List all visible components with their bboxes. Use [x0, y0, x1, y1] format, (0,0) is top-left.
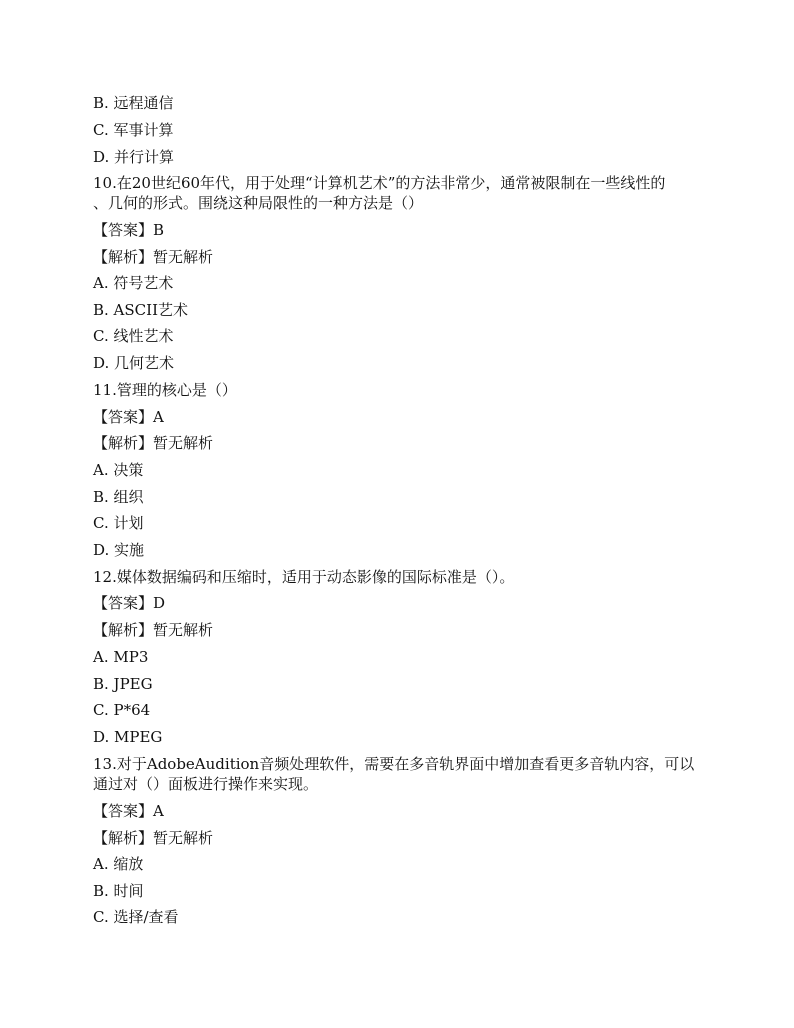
option-d: D. 实施	[93, 541, 145, 559]
question-12: 12.媒体数据编码和压缩时，适用于动态影像的国际标准是（）。	[93, 568, 515, 586]
explanation-label: 【解析】暂无解析	[93, 621, 214, 639]
question-13-line-2: 通过对（）面板进行操作来实现。	[93, 775, 319, 793]
explanation-label: 【解析】暂无解析	[93, 248, 214, 266]
question-10-line-2: 、几何的形式。围绕这种局限性的一种方法是（）	[93, 194, 424, 212]
option-a: A. 缩放	[93, 855, 144, 873]
question-10-line-1: 10.在20世纪60年代，用于处理“计算机艺术”的方法非常少，通常被限制在一些线性的	[93, 174, 666, 192]
option-a: A. MP3	[93, 648, 149, 666]
option-b: B. ASCII艺术	[93, 301, 188, 319]
option-c: C. P*64	[93, 701, 151, 719]
option-d: D. 并行计算	[93, 148, 175, 166]
question-11: 11.管理的核心是（）	[93, 381, 237, 399]
option-d: D. MPEG	[93, 728, 163, 746]
option-c: C. 选择/查看	[93, 908, 179, 926]
option-a: A. 符号艺术	[93, 274, 174, 292]
option-c: C. 军事计算	[93, 121, 174, 139]
option-c: C. 计划	[93, 514, 144, 532]
option-b: B. JPEG	[93, 675, 153, 693]
option-c: C. 线性艺术	[93, 327, 174, 345]
answer-label: 【答案】B	[93, 221, 165, 239]
option-b: B. 组织	[93, 488, 144, 506]
question-13-line-1: 13.对于AdobeAudition音频处理软件，需要在多音轨界面中增加查看更多音轨内容，可以	[93, 755, 695, 773]
option-d: D. 几何艺术	[93, 354, 175, 372]
explanation-label: 【解析】暂无解析	[93, 829, 214, 847]
answer-label: 【答案】A	[93, 408, 164, 426]
option-b: B. 远程通信	[93, 94, 174, 112]
answer-label: 【答案】D	[93, 594, 166, 612]
answer-label: 【答案】A	[93, 802, 164, 820]
option-b: B. 时间	[93, 882, 144, 900]
explanation-label: 【解析】暂无解析	[93, 434, 214, 452]
option-a: A. 决策	[93, 461, 144, 479]
